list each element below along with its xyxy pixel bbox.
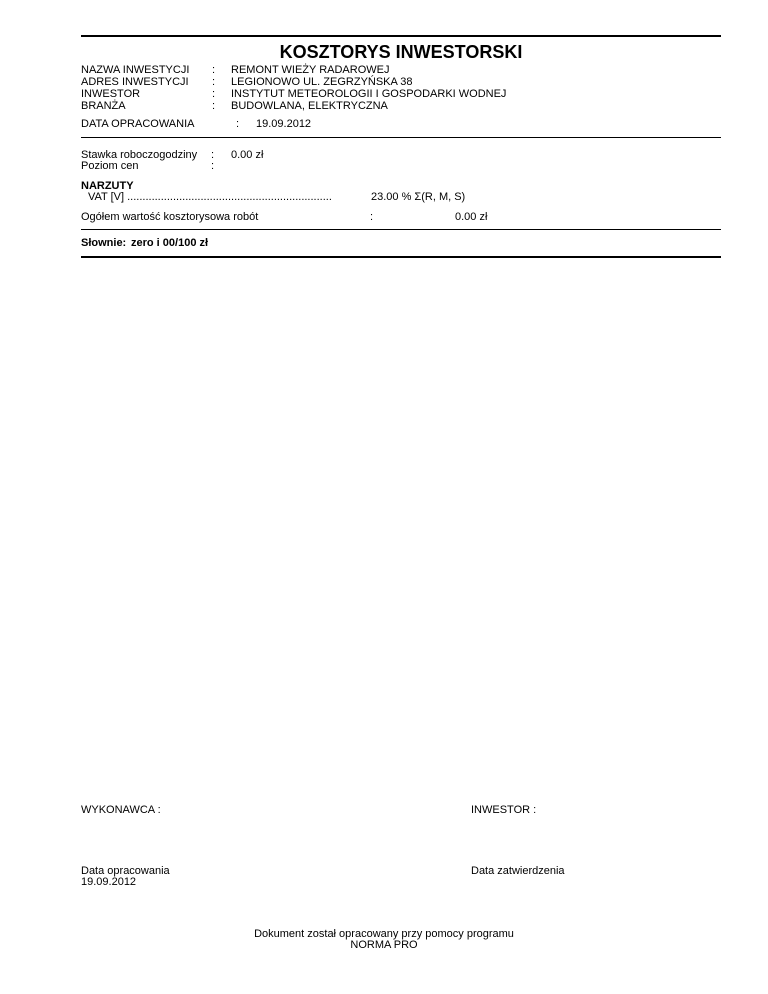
info-label-inwestor: INWESTOR bbox=[81, 88, 141, 100]
info-colon-adres: : bbox=[212, 76, 216, 88]
info-value-adres: LEGIONOWO UL. ZEGRZYŃSKA 38 bbox=[231, 76, 413, 88]
ogolem-colon: : bbox=[370, 211, 374, 223]
rule-1 bbox=[81, 137, 721, 138]
rule-2 bbox=[81, 229, 721, 230]
footer-line-1: Dokument został opracowany przy pomocy programu bbox=[254, 928, 514, 940]
footer-line-2: NORMA PRO bbox=[350, 939, 418, 951]
ogolem-label: Ogółem wartość kosztorysowa robót bbox=[81, 211, 259, 223]
stawka-value: 0.00 zł bbox=[231, 149, 264, 161]
info-label-branza: BRANŻA bbox=[81, 100, 126, 112]
ogolem-value: 0.00 zł bbox=[455, 211, 488, 223]
data-zatwierdzenia-label: Data zatwierdzenia bbox=[471, 865, 565, 877]
info-label-adres: ADRES INWESTYCJI bbox=[81, 76, 189, 88]
info-value-nazwa: REMONT WIEŻY RADAROWEJ bbox=[231, 64, 390, 76]
data-opracowania-label: DATA OPRACOWANIA bbox=[81, 118, 195, 130]
data-opracowania-sign-label: Data opracowania bbox=[81, 865, 170, 877]
info-value-branza: BUDOWLANA, ELEKTRYCZNA bbox=[231, 100, 388, 112]
top-rule bbox=[81, 35, 721, 37]
document-title: KOSZTORYS INWESTORSKI bbox=[279, 42, 523, 62]
inwestor-label: INWESTOR : bbox=[471, 804, 537, 816]
poziom-cen-label: Poziom cen bbox=[81, 160, 139, 172]
stawka-colon: : bbox=[211, 149, 215, 161]
info-colon-branza: : bbox=[212, 100, 216, 112]
data-opracowania-colon: : bbox=[236, 118, 240, 130]
info-value-inwestor: INSTYTUT METEOROLOGII I GOSPODARKI WODNEJ bbox=[231, 88, 507, 100]
rule-3 bbox=[81, 256, 721, 258]
data-opracowania-sign-value: 19.09.2012 bbox=[81, 876, 137, 888]
stawka-label: Stawka roboczogodziny bbox=[81, 149, 198, 161]
wykonawca-label: WYKONAWCA : bbox=[81, 804, 161, 816]
poziom-cen-colon: : bbox=[211, 160, 215, 172]
narzuty-heading: NARZUTY bbox=[81, 180, 134, 192]
info-label-nazwa: NAZWA INWESTYCJI bbox=[81, 64, 190, 76]
vat-value: 23.00 % Σ(R, M, S) bbox=[371, 191, 466, 203]
info-colon-nazwa: : bbox=[212, 64, 216, 76]
data-opracowania-value: 19.09.2012 bbox=[256, 118, 312, 130]
vat-label: VAT [V] ................................................................... bbox=[88, 191, 332, 203]
info-colon-inwestor: : bbox=[212, 88, 216, 100]
slownie-value: zero i 00/100 zł bbox=[131, 237, 209, 249]
slownie-label: Słownie: bbox=[81, 237, 127, 249]
